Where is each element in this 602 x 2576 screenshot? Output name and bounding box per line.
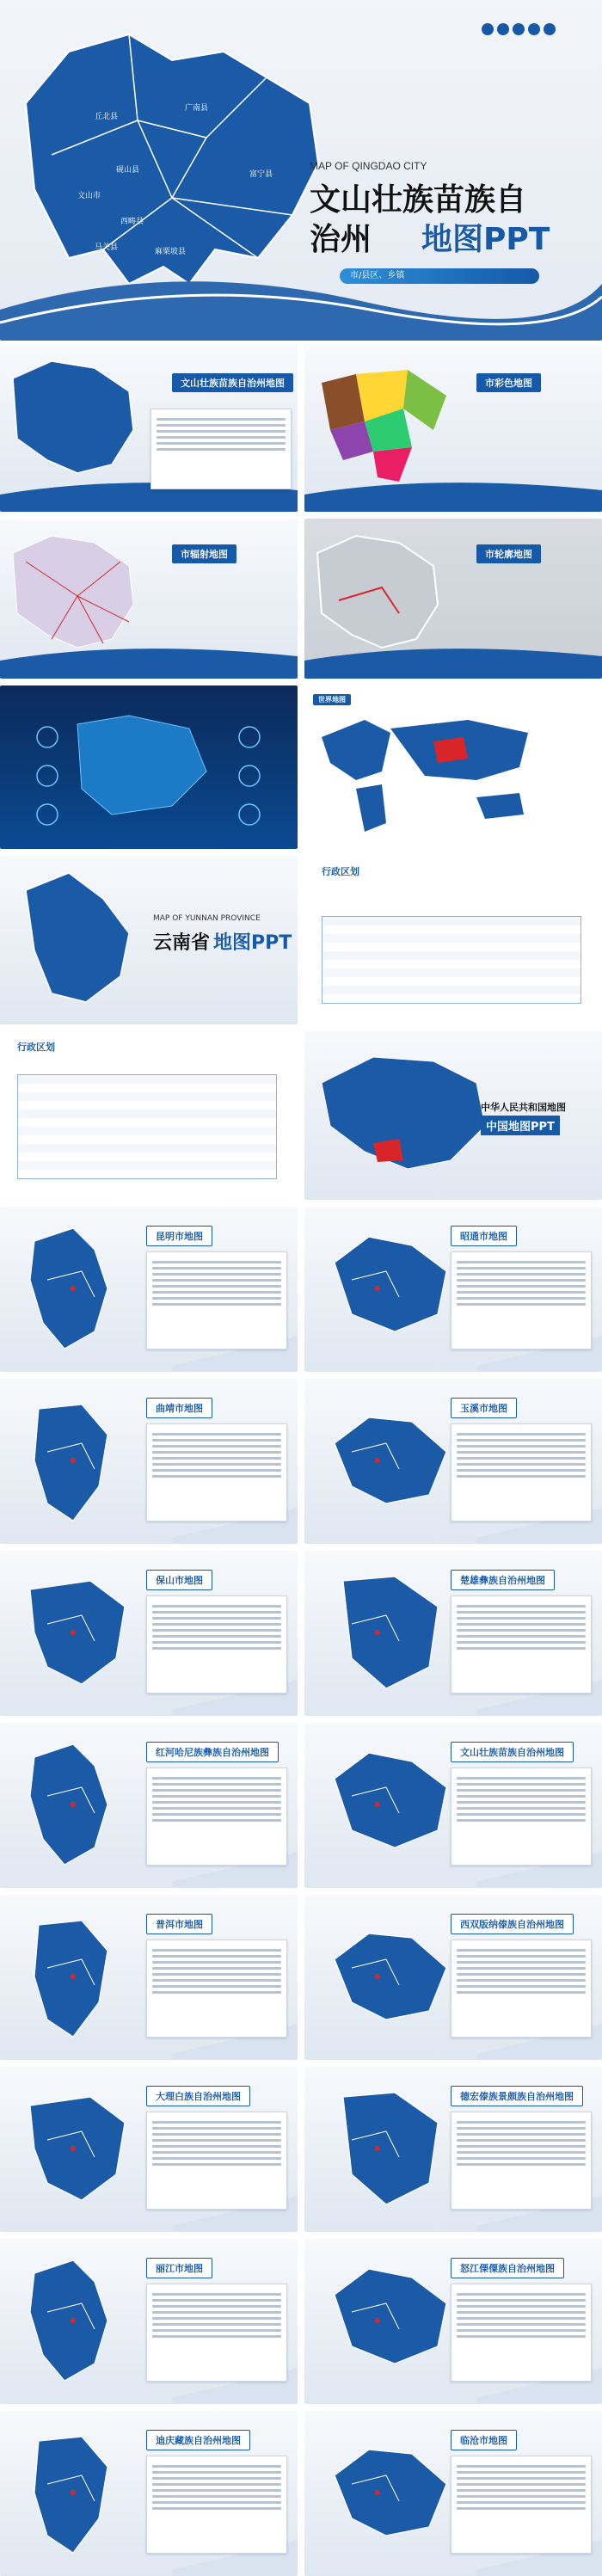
slide-dark-map (0, 685, 298, 849)
hero-subtitle-en: MAP OF QINGDAO CITY (310, 160, 427, 172)
slide-banner: 保山市地图 (146, 1570, 212, 1590)
city-map-slide (0, 1551, 298, 1716)
text-card (451, 2284, 592, 2382)
slide-banner: 昆明市地图 (146, 1226, 212, 1246)
text-card (146, 2112, 287, 2210)
city-map-slide (304, 2239, 602, 2404)
hero-pill: 市/县区、乡镇 (340, 268, 539, 284)
city-map-slide (304, 2411, 602, 2576)
slide-radiation-map (0, 519, 298, 679)
city-map-slide (0, 1895, 298, 2060)
map-label: 富宁县 (249, 170, 273, 179)
text-card (451, 2456, 592, 2554)
yunnan-title-en: MAP OF YUNNAN PROVINCE (153, 914, 261, 923)
slide-banner: 曲靖市地图 (146, 1398, 212, 1418)
slide-banner: 昭通市地图 (451, 1226, 517, 1246)
admin-title: 行政区划 (322, 866, 359, 877)
slide-banner: 西双版纳傣族自治州地图 (451, 1914, 574, 1934)
text-card (146, 1940, 287, 2038)
slide-banner: 红河哈尼族彝族自治州地图 (146, 1742, 279, 1762)
map-label: 砚山县 (116, 166, 140, 175)
hero-title-line2: 治州 (310, 222, 372, 257)
yunnan-title: 云南省 (153, 932, 211, 954)
admin-table (322, 916, 581, 1004)
slide-banner: 普洱市地图 (146, 1914, 212, 1934)
text-card (451, 1423, 592, 1522)
slide-banner: 市轮廓地图 (476, 544, 541, 563)
slide-banner: 大理白族自治州地图 (146, 2086, 250, 2106)
map-label: 丘北县 (95, 113, 119, 121)
hero-map (0, 0, 602, 341)
text-card (451, 1595, 592, 1694)
map-label: 马关县 (95, 243, 119, 252)
slide-world-map (304, 685, 602, 849)
text-card (451, 1940, 592, 2038)
hero-icon-row (482, 22, 559, 39)
text-card (451, 1768, 592, 1866)
city-map-slide (0, 2067, 298, 2232)
city-map-slide (304, 1207, 602, 1372)
slide-banner: 文山壮族苗族自治州地图 (172, 373, 293, 392)
china-highlight: 中国地图PPT (481, 1116, 560, 1135)
city-map-slide (0, 2411, 298, 2576)
city-map-slide (0, 2239, 298, 2404)
city-map-slide (304, 1379, 602, 1544)
city-map-slide (304, 1723, 602, 1888)
slide-banner: 怒江傈僳族自治州地图 (451, 2258, 564, 2278)
slide-banner: 市彩色地图 (476, 373, 541, 392)
slide-banner: 世界地图 (313, 694, 351, 705)
map-label: 西畴县 (120, 218, 144, 226)
slide-banner: 临沧市地图 (451, 2430, 517, 2450)
text-card (146, 1595, 287, 1694)
slide-wenshan-map (0, 344, 298, 512)
slide-banner: 德宏傣族景颇族自治州地图 (451, 2086, 583, 2106)
hero-title-highlight: 地图PPT (421, 222, 550, 257)
slide-banner: 楚雄彝族自治州地图 (451, 1570, 555, 1590)
slide-color-map (304, 344, 602, 512)
slide-outline-map (304, 519, 602, 679)
slide-yunnan-cover (0, 856, 298, 1024)
hero-slide (0, 0, 602, 341)
slide-admin-table-2 (0, 1031, 298, 1200)
slide-china-map (304, 1031, 602, 1200)
city-map-slide (304, 1895, 602, 2060)
map-label: 文山市 (77, 192, 101, 200)
city-map-slide (0, 1207, 298, 1372)
text-card (146, 2456, 287, 2554)
yunnan-title-highlight: 地图PPT (213, 932, 292, 954)
city-map-slide (304, 2067, 602, 2232)
text-card (146, 2284, 287, 2382)
city-map-slide (0, 1379, 298, 1544)
slide-admin-table (304, 856, 602, 1024)
admin-title: 行政区划 (17, 1042, 55, 1053)
slide-banner: 迪庆藏族自治州地图 (146, 2430, 250, 2450)
slide-banner: 丽江市地图 (146, 2258, 212, 2278)
map-label: 广南县 (185, 104, 209, 113)
text-card (451, 2112, 592, 2210)
city-map-slide (304, 1551, 602, 1716)
text-card (146, 1251, 287, 1349)
city-map-slide (0, 1723, 298, 1888)
slide-banner: 文山壮族苗族自治州地图 (451, 1742, 574, 1762)
map-label: 麻栗坡县 (155, 248, 187, 256)
text-card (146, 1423, 287, 1522)
admin-table (17, 1074, 277, 1179)
hero-title-line1: 文山壮族苗族自 (310, 182, 527, 218)
slide-banner: 玉溪市地图 (451, 1398, 517, 1418)
slide-banner: 市辐射地图 (172, 544, 236, 563)
text-card (146, 1768, 287, 1866)
china-title: 中华人民共和国地图 (481, 1102, 566, 1113)
text-card (150, 409, 292, 489)
text-card (451, 1251, 592, 1349)
